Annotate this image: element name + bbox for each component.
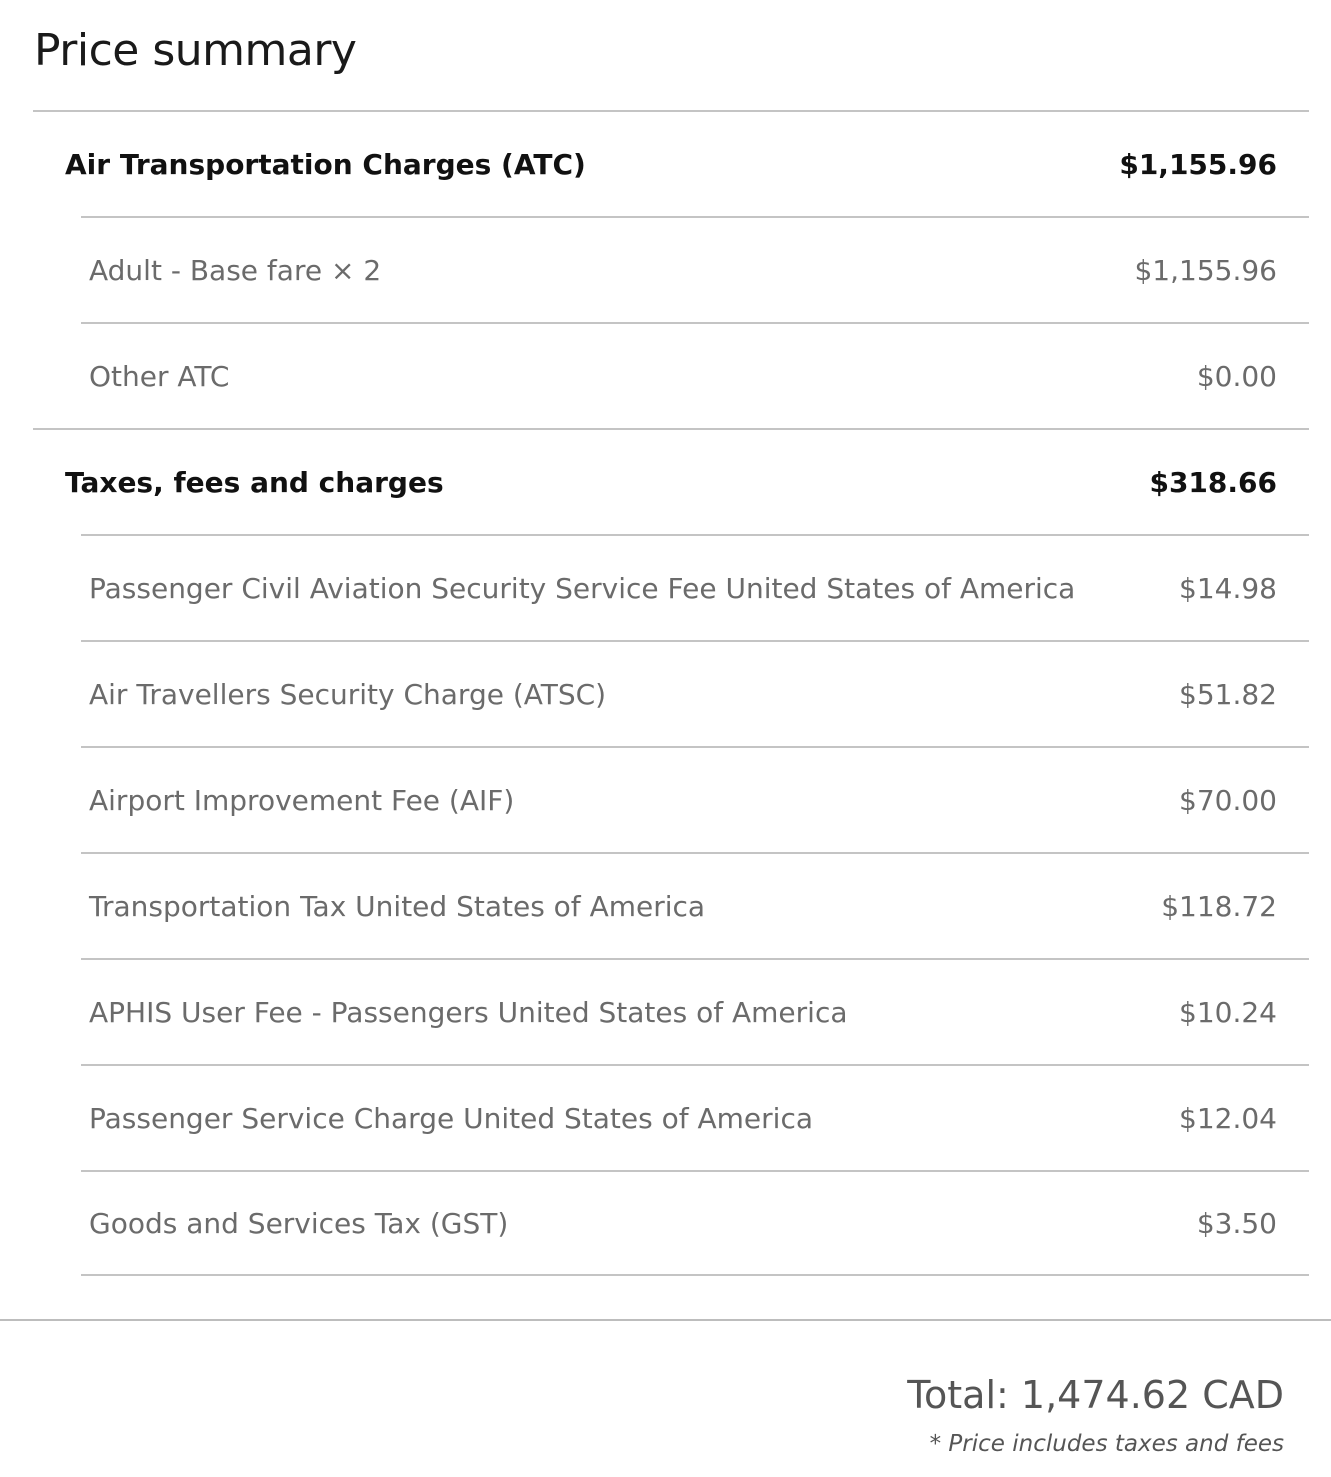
line-item-amount: $1,155.96 — [1134, 253, 1277, 287]
line-item-aphis-user-fee — [81, 958, 1309, 1064]
line-item-label: Transportation Tax United States of America — [89, 889, 706, 923]
line-item-label: Air Travellers Security Charge (ATSC) — [89, 677, 607, 711]
line-item-aif — [81, 746, 1309, 852]
line-item-amount: $0.00 — [1196, 359, 1277, 393]
line-item-label: Passenger Civil Aviation Security Service Fee United States of America — [89, 571, 1076, 605]
section-amount: $1,155.96 — [1119, 147, 1277, 181]
line-item-label: Other ATC — [89, 359, 230, 393]
section-label: Air Transportation Charges (ATC) — [65, 147, 586, 181]
line-item-transportation-tax — [81, 852, 1309, 958]
line-item-adult-base-fare — [81, 216, 1309, 322]
line-item-label: Adult - Base fare × 2 — [89, 253, 382, 287]
line-item-amount: $118.72 — [1161, 889, 1277, 923]
section-label: Taxes, fees and charges — [65, 465, 444, 499]
line-item-passenger-service-charge — [81, 1064, 1309, 1170]
line-item-atsc — [81, 640, 1309, 746]
line-item-gst — [81, 1170, 1309, 1276]
section-header-taxes — [33, 428, 1309, 534]
section-header-atc — [33, 110, 1309, 216]
price-breakdown-list[interactable] — [0, 110, 1331, 1320]
total-price: Total: 1,474.62 CAD — [907, 1373, 1284, 1417]
page-title: Price summary — [34, 25, 357, 76]
price-footer — [0, 1321, 1331, 1477]
line-item-amount: $12.04 — [1179, 1101, 1277, 1135]
line-item-label: APHIS User Fee - Passengers United States of America — [89, 995, 848, 1029]
line-item-label: Goods and Services Tax (GST) — [89, 1206, 509, 1240]
line-item-label: Passenger Service Charge United States of America — [89, 1101, 813, 1135]
line-item-amount: $51.82 — [1179, 677, 1277, 711]
line-item-amount: $10.24 — [1179, 995, 1277, 1029]
line-item-amount: $70.00 — [1179, 783, 1277, 817]
line-item-security-service-fee — [81, 534, 1309, 640]
line-item-amount: $14.98 — [1179, 571, 1277, 605]
line-item-label: Airport Improvement Fee (AIF) — [89, 783, 515, 817]
line-item-amount: $3.50 — [1196, 1206, 1277, 1240]
section-amount: $318.66 — [1149, 465, 1277, 499]
price-note: * Price includes taxes and fees — [929, 1431, 1284, 1457]
line-item-other-atc — [81, 322, 1309, 428]
